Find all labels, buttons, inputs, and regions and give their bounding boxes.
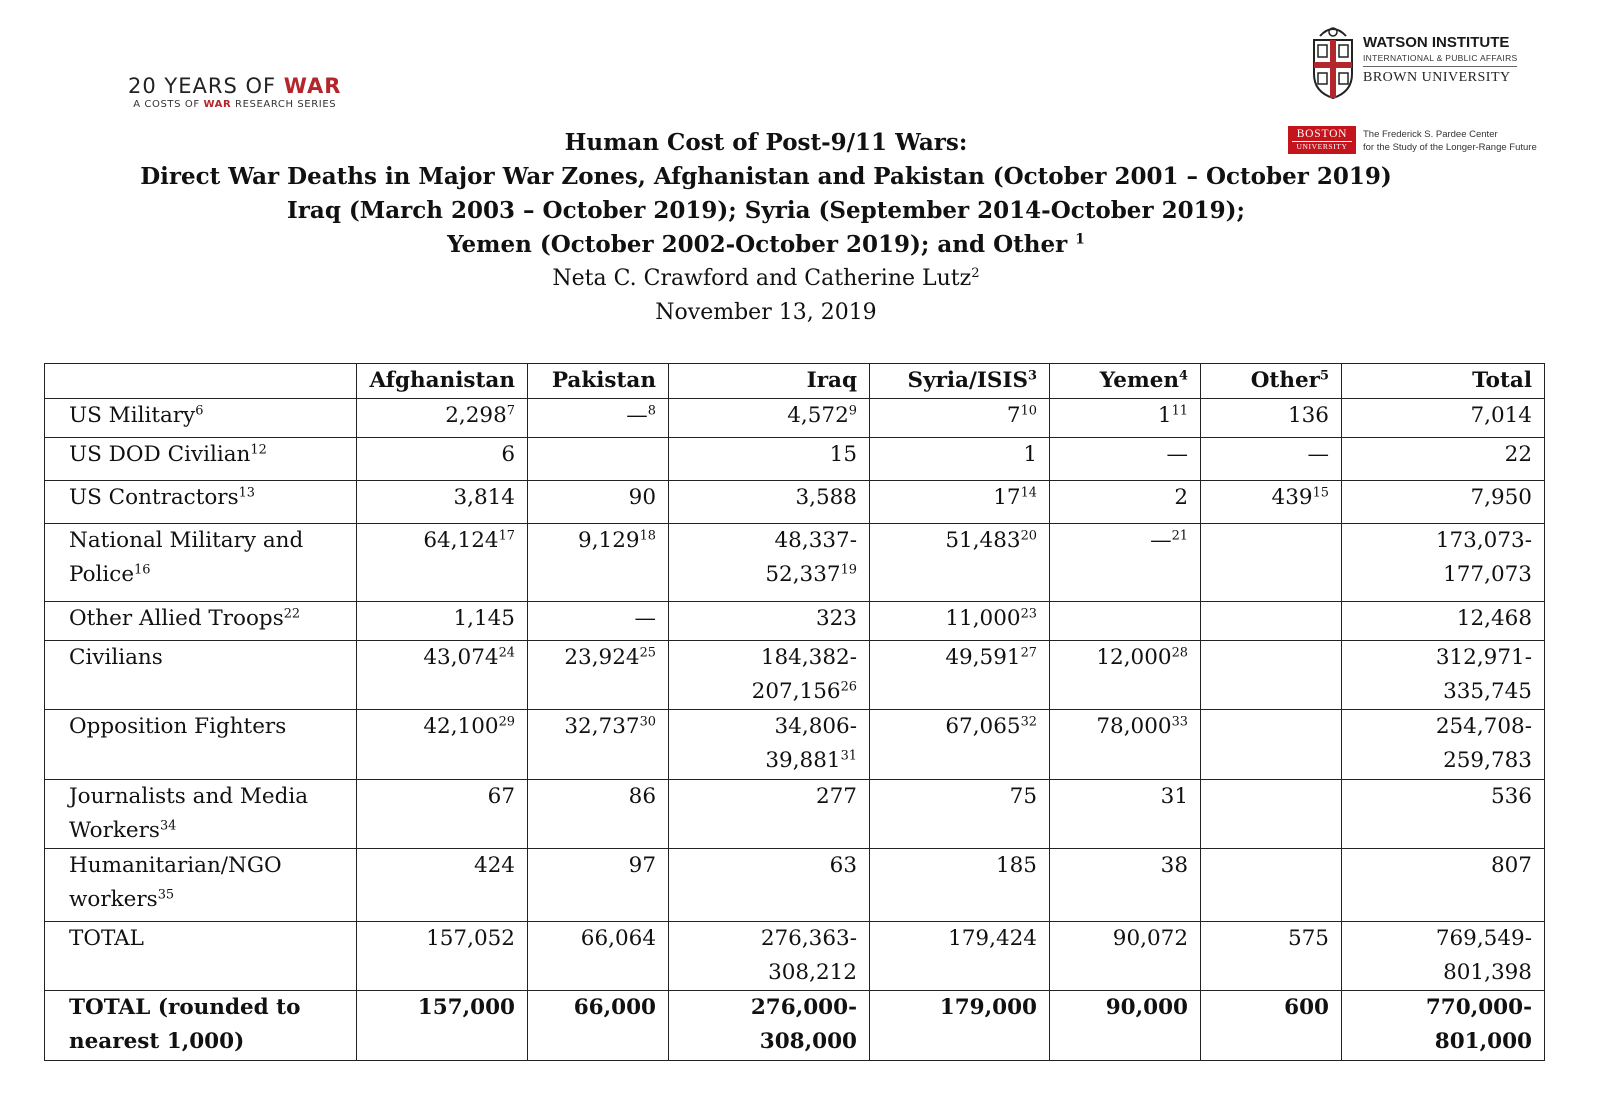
- cell-iraq: [669, 524, 870, 602]
- range-end: 207,156$^{26}$: [751, 679, 857, 704]
- cell-other: [1201, 780, 1342, 849]
- header-cell-syria-isis: [870, 364, 1050, 399]
- pardee-line2: for the Study of the Longer-Range Future: [1363, 142, 1537, 153]
- cell-value: 78,000: [1096, 714, 1172, 739]
- footnote-ref: 15: [1312, 485, 1329, 501]
- footnote-ref: 12: [250, 442, 267, 458]
- footnote-ref: 1: [1075, 231, 1085, 248]
- row-label-us-military: [45, 399, 357, 438]
- cell-value: 7,950: [1470, 485, 1532, 510]
- cell-value: 66,064: [580, 926, 656, 951]
- cell-syria-isis: [870, 438, 1050, 481]
- table-header-row: [45, 364, 1545, 399]
- cell-afghanistan: [357, 849, 528, 922]
- cell-pakistan: [528, 438, 669, 481]
- footnote-ref: 29: [498, 714, 515, 730]
- range-start: 254,708-: [1435, 714, 1532, 739]
- cell-value: 42,100: [423, 714, 499, 739]
- footnote-ref: 21: [1171, 528, 1188, 544]
- cell-syria-isis: [870, 641, 1050, 710]
- range-end: 801,398: [1443, 960, 1532, 985]
- cell-value: 23,924: [564, 645, 640, 670]
- cell-pakistan: [528, 602, 669, 641]
- cell-value: 600: [1284, 995, 1329, 1020]
- footnote-ref: 11: [1171, 403, 1188, 419]
- cell-value: 75: [1009, 784, 1037, 809]
- footnote-ref: 32: [1020, 714, 1037, 730]
- title-line-4-text: Yemen (October 2002-October 2019); and Other: [447, 231, 1068, 258]
- footnote-ref: 25: [639, 645, 656, 661]
- cell-iraq: [669, 849, 870, 922]
- row-label-text: US Contractors: [69, 485, 239, 510]
- cell-value: 66,000: [573, 995, 656, 1020]
- cell-value: 51,483: [945, 528, 1021, 553]
- range-end: 308,212: [768, 960, 857, 985]
- header-cell-empty: [45, 364, 357, 399]
- cell-syria-isis: [870, 849, 1050, 922]
- cell-syria-isis: [870, 710, 1050, 780]
- cell-value: 185: [995, 853, 1037, 878]
- cell-other: [1201, 481, 1342, 524]
- cell-pakistan: [528, 991, 669, 1061]
- series-logo-accent: WAR: [283, 74, 342, 98]
- footnote-ref: 14: [1020, 485, 1037, 501]
- footnote-ref: 19: [840, 562, 857, 578]
- cell-value: 90,000: [1105, 995, 1188, 1020]
- authors-text: Neta C. Crawford and Catherine Lutz: [552, 266, 972, 291]
- footnote-ref: 20: [1020, 528, 1037, 544]
- range-end: 52,337$^{19}$: [765, 562, 857, 587]
- cell-other: [1201, 524, 1342, 602]
- table-row: [45, 399, 1545, 438]
- cell-value: 12,468: [1456, 606, 1532, 631]
- cell-pakistan: [528, 780, 669, 849]
- row-label-total-rounded-to-nearest-1-000: [45, 991, 357, 1061]
- cell-iraq: [669, 780, 870, 849]
- series-sub-accent: WAR: [203, 99, 232, 110]
- footnote-ref: 17: [498, 528, 515, 544]
- cell-value: 63: [829, 853, 857, 878]
- cell-value: 277: [815, 784, 857, 809]
- footnote-ref: 4: [1179, 368, 1188, 384]
- range-start: 312,971-: [1435, 645, 1532, 670]
- cell-value: 67: [487, 784, 515, 809]
- cell-afghanistan: [357, 991, 528, 1061]
- cell-pakistan: [528, 641, 669, 710]
- cell-afghanistan: [357, 481, 528, 524]
- cell-iraq: [669, 922, 870, 991]
- title-line-2: Direct War Deaths in Major War Zones, Afghanistan and Pakistan (October 2001 – October 2019): [140, 163, 1392, 190]
- cell-afghanistan: [357, 641, 528, 710]
- cell-value: 86: [628, 784, 656, 809]
- cell-yemen: [1050, 438, 1201, 481]
- title-line-1: Human Cost of Post-9/11 Wars:: [564, 129, 968, 156]
- cell-value: 136: [1287, 403, 1329, 428]
- footnote-ref: 7: [506, 403, 515, 419]
- cell-other: [1201, 602, 1342, 641]
- table-row: [45, 481, 1545, 524]
- row-label-text: TOTAL: [69, 926, 144, 951]
- cell-value: 3,814: [453, 485, 515, 510]
- cell-total: [1342, 710, 1545, 780]
- cell-iraq: [669, 481, 870, 524]
- cell-value: 31: [1160, 784, 1188, 809]
- header-cell-afghanistan: [357, 364, 528, 399]
- cell-value: 424: [473, 853, 515, 878]
- cell-yemen: [1050, 780, 1201, 849]
- cell-value: 439: [1271, 485, 1313, 510]
- range-end: 335,745: [1443, 679, 1532, 704]
- footnote-ref: 9: [848, 403, 857, 419]
- cell-total: [1342, 438, 1545, 481]
- cell-value: 22: [1504, 442, 1532, 467]
- footnote-ref: 10: [1020, 403, 1037, 419]
- footnote-ref: 16: [134, 562, 151, 578]
- header-label: Total: [1472, 368, 1532, 393]
- cell-other: [1201, 710, 1342, 780]
- header-cell-iraq: [669, 364, 870, 399]
- brown-shield-icon: [1310, 22, 1356, 100]
- cell-value: 11,000: [945, 606, 1021, 631]
- title-line-3: Iraq (March 2003 – October 2019); Syria (September 2014-October 2019);: [287, 197, 1245, 224]
- series-logo-subtitle: [128, 99, 341, 110]
- cell-value: 1,145: [453, 606, 515, 631]
- cell-value: 15: [829, 442, 857, 467]
- cell-total: [1342, 922, 1545, 991]
- cell-yemen: [1050, 399, 1201, 438]
- range-end: 801,000: [1434, 1029, 1532, 1054]
- table-row: [45, 524, 1545, 602]
- cell-value: 4,572: [787, 403, 849, 428]
- header-cell-total: [1342, 364, 1545, 399]
- cell-value: —: [634, 606, 656, 631]
- range-start: 769,549-: [1435, 926, 1532, 951]
- cell-total: [1342, 780, 1545, 849]
- range-end: 177,073: [1443, 562, 1532, 587]
- row-label-text: Other Allied Troops: [69, 606, 284, 631]
- header-cell-other: [1201, 364, 1342, 399]
- cell-value: 807: [1490, 853, 1532, 878]
- footnote-ref: 6: [195, 403, 204, 419]
- cell-iraq: [669, 399, 870, 438]
- range-start: 276,363-: [760, 926, 857, 951]
- footnote-ref: 8: [647, 403, 656, 419]
- cell-value: 157,000: [417, 995, 515, 1020]
- range-start: 48,337-: [774, 528, 857, 553]
- cell-value: 3,588: [795, 485, 857, 510]
- cell-value: 64,124: [423, 528, 499, 553]
- range-end: 259,783: [1443, 748, 1532, 773]
- cell-syria-isis: [870, 991, 1050, 1061]
- cell-yemen: [1050, 991, 1201, 1061]
- cell-afghanistan: [357, 922, 528, 991]
- title-line-4: [0, 228, 1532, 262]
- cell-other: [1201, 922, 1342, 991]
- cell-total: [1342, 991, 1545, 1061]
- cell-value: 2,298: [445, 403, 507, 428]
- table-body: [45, 399, 1545, 1061]
- cell-yemen: [1050, 481, 1201, 524]
- cell-value: 49,591: [945, 645, 1021, 670]
- cell-other: [1201, 438, 1342, 481]
- range-start: 34,806-: [774, 714, 857, 739]
- cell-value: 9,129: [578, 528, 640, 553]
- range-start: 276,000-: [750, 995, 857, 1020]
- row-label-text: TOTAL (rounded to nearest 1,000): [69, 995, 301, 1054]
- cell-yemen: [1050, 641, 1201, 710]
- table-row: [45, 922, 1545, 991]
- pardee-line1: The Frederick S. Pardee Center: [1363, 129, 1498, 140]
- row-label-us-contractors: [45, 481, 357, 524]
- cell-value: 2: [1174, 485, 1188, 510]
- cell-iraq: [669, 710, 870, 780]
- cell-value: 17: [993, 485, 1021, 510]
- cell-iraq: [669, 641, 870, 710]
- header-cell-pakistan: [528, 364, 669, 399]
- cell-pakistan: [528, 399, 669, 438]
- cell-yemen: [1050, 602, 1201, 641]
- cell-total: [1342, 849, 1545, 922]
- cell-syria-isis: [870, 399, 1050, 438]
- header-cell-yemen: [1050, 364, 1201, 399]
- header-label: Pakistan: [551, 368, 656, 393]
- table-row: [45, 780, 1545, 849]
- footnote-ref: 3: [1028, 368, 1037, 384]
- row-label-text: US DOD Civilian: [69, 442, 251, 467]
- footnote-ref: 35: [157, 887, 175, 903]
- footnote-ref: 34: [159, 818, 177, 834]
- series-logo: [128, 74, 341, 110]
- row-label-us-dod-civilian: [45, 438, 357, 481]
- range-start: 173,073-: [1435, 528, 1532, 553]
- footnote-ref: 2: [971, 266, 980, 282]
- cell-pakistan: [528, 524, 669, 602]
- cell-value: 323: [815, 606, 857, 631]
- cell-afghanistan: [357, 710, 528, 780]
- footnote-ref: 13: [238, 485, 256, 501]
- bu-badge-line1: BOSTON: [1296, 128, 1348, 140]
- cell-value: 157,052: [426, 926, 515, 951]
- cell-value: 1: [1157, 403, 1172, 428]
- table-row: [45, 641, 1545, 710]
- cell-total: [1342, 481, 1545, 524]
- header-label: Syria/ISIS: [907, 368, 1029, 393]
- cell-value: 38: [1160, 853, 1188, 878]
- cell-value: 179,424: [948, 926, 1037, 951]
- series-logo-title: [128, 74, 341, 98]
- cell-value: 67,065: [945, 714, 1021, 739]
- cell-syria-isis: [870, 481, 1050, 524]
- cell-yemen: [1050, 922, 1201, 991]
- range-start: 770,000-: [1425, 995, 1532, 1020]
- cell-other: [1201, 641, 1342, 710]
- cell-other: [1201, 399, 1342, 438]
- cell-total: [1342, 641, 1545, 710]
- watson-logo-subtitle: INTERNATIONAL & PUBLIC AFFAIRS: [1363, 53, 1517, 67]
- cell-pakistan: [528, 922, 669, 991]
- row-label-text: Civilians: [69, 645, 163, 670]
- cell-afghanistan: [357, 602, 528, 641]
- cell-afghanistan: [357, 780, 528, 849]
- series-logo-prefix: 20 YEARS OF: [128, 74, 284, 98]
- cell-iraq: [669, 438, 870, 481]
- cell-value: 12,000: [1096, 645, 1172, 670]
- range-end: 39,881$^{31}$: [765, 748, 857, 773]
- cell-total: [1342, 399, 1545, 438]
- cell-syria-isis: [870, 524, 1050, 602]
- cell-value: 1: [1023, 442, 1037, 467]
- cell-other: [1201, 849, 1342, 922]
- cell-value: 536: [1490, 784, 1532, 809]
- table-row: [45, 602, 1545, 641]
- table-row: [45, 710, 1545, 780]
- cell-afghanistan: [357, 524, 528, 602]
- bu-badge-line2: UNIVERSITY: [1292, 141, 1352, 152]
- table-row: [45, 991, 1545, 1061]
- footnote-ref: 5: [1320, 368, 1329, 384]
- header-label: Iraq: [806, 368, 857, 393]
- cell-yemen: [1050, 710, 1201, 780]
- watson-institute-logo: [1310, 22, 1560, 100]
- footnote-ref: 26: [840, 679, 857, 695]
- row-label-text: Humanitarian/NGO workers: [69, 853, 282, 912]
- header-label: Yemen: [1099, 368, 1180, 393]
- row-label-other-allied-troops: [45, 602, 357, 641]
- cell-value: 179,000: [939, 995, 1037, 1020]
- footnote-ref: 27: [1020, 645, 1037, 661]
- date-line: November 13, 2019: [655, 300, 877, 325]
- row-label-opposition-fighters: [45, 710, 357, 780]
- footnote-ref: 33: [1171, 714, 1188, 730]
- footnote-ref: 24: [498, 645, 515, 661]
- header-label: Other: [1250, 368, 1321, 393]
- footnote-ref: 22: [283, 606, 301, 622]
- cell-value: 90,072: [1112, 926, 1188, 951]
- cell-value: 7,014: [1470, 403, 1532, 428]
- row-label-text: National Military and Police: [69, 528, 304, 587]
- cell-other: [1201, 991, 1342, 1061]
- cell-yemen: [1050, 849, 1201, 922]
- cell-value: —: [1166, 442, 1188, 467]
- row-label-text: Journalists and Media Workers: [69, 784, 309, 843]
- cell-value: 97: [628, 853, 656, 878]
- footnote-ref: 18: [639, 528, 656, 544]
- cell-value: —: [1150, 528, 1172, 553]
- document-title-block: [0, 126, 1532, 330]
- war-deaths-table: [44, 363, 1545, 1061]
- cell-value: 575: [1287, 926, 1329, 951]
- cell-afghanistan: [357, 438, 528, 481]
- table-row: [45, 438, 1545, 481]
- footnote-ref: 28: [1171, 645, 1188, 661]
- range-start: 184,382-: [760, 645, 857, 670]
- row-label-national-military-and-police: [45, 524, 357, 602]
- cell-yemen: [1050, 524, 1201, 602]
- row-label-text: US Military: [69, 403, 196, 428]
- header-label: Afghanistan: [369, 368, 515, 393]
- range-end: 308,000: [759, 1029, 857, 1054]
- cell-pakistan: [528, 849, 669, 922]
- series-sub-prefix: A COSTS OF: [133, 99, 204, 110]
- cell-iraq: [669, 602, 870, 641]
- row-label-text: Opposition Fighters: [69, 714, 287, 739]
- watson-logo-university: BROWN UNIVERSITY: [1363, 70, 1511, 85]
- footnote-ref: 31: [840, 748, 857, 764]
- watson-logo-name: WATSON INSTITUTE: [1363, 34, 1510, 51]
- cell-syria-isis: [870, 780, 1050, 849]
- row-label-civilians: [45, 641, 357, 710]
- cell-value: 7: [1006, 403, 1021, 428]
- row-label-journalists-and-media-workers: [45, 780, 357, 849]
- cell-total: [1342, 602, 1545, 641]
- cell-value: 6: [501, 442, 515, 467]
- cell-iraq: [669, 991, 870, 1061]
- cell-value: —: [1307, 442, 1329, 467]
- cell-value: 90: [628, 485, 656, 510]
- table-row: [45, 849, 1545, 922]
- cell-value: 43,074: [423, 645, 499, 670]
- cell-pakistan: [528, 481, 669, 524]
- cell-value: —: [626, 403, 648, 428]
- footnote-ref: 30: [639, 714, 656, 730]
- series-sub-suffix: RESEARCH SERIES: [231, 99, 337, 110]
- cell-syria-isis: [870, 922, 1050, 991]
- cell-afghanistan: [357, 399, 528, 438]
- cell-total: [1342, 524, 1545, 602]
- cell-value: 32,737: [564, 714, 640, 739]
- footnote-ref: 23: [1020, 606, 1037, 622]
- cell-pakistan: [528, 710, 669, 780]
- row-label-total: [45, 922, 357, 991]
- row-label-humanitarian-ngo-workers: [45, 849, 357, 922]
- cell-syria-isis: [870, 602, 1050, 641]
- authors-line: [0, 262, 1532, 296]
